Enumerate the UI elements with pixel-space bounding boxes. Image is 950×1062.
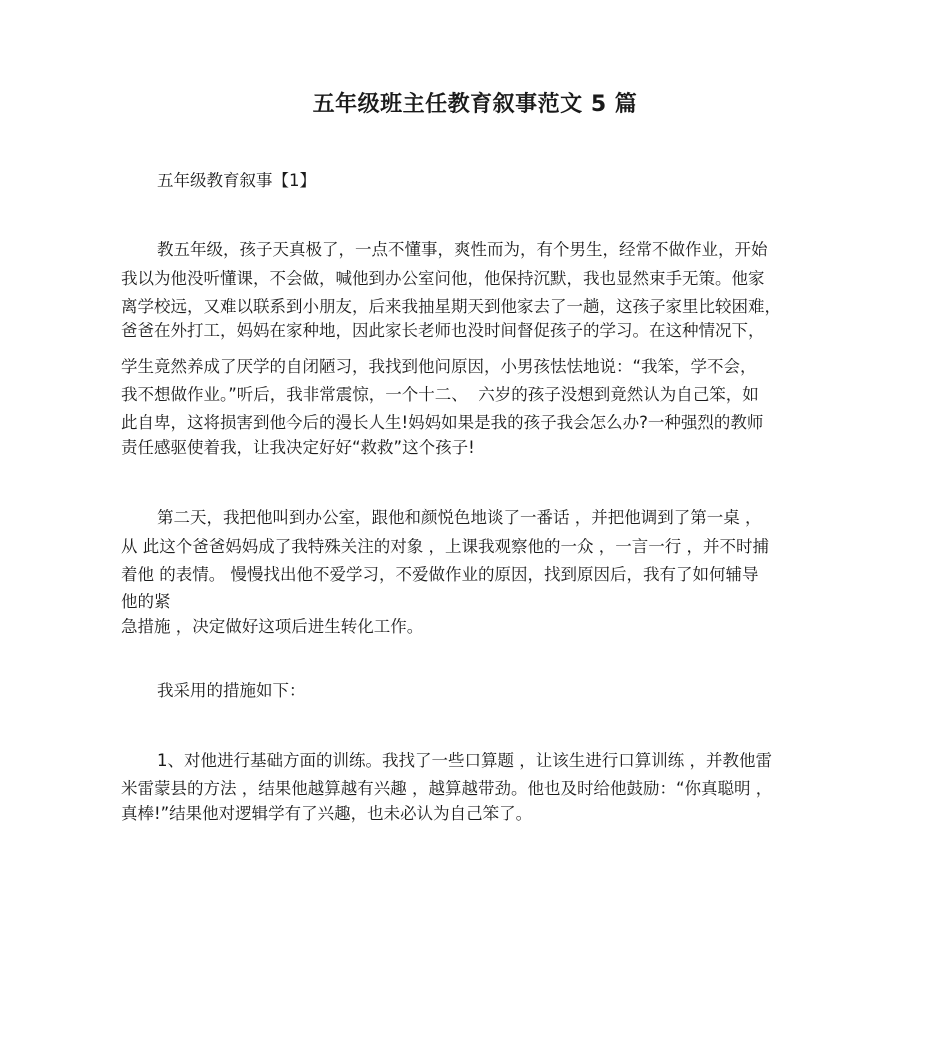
paragraph-line: 我以为他没听懂课，不会做，喊他到办公室问他，他保持沉默，我也显然束手无策。他家 — [121, 269, 765, 288]
paragraph-line: 着他 的表情。 慢慢找出他不爱学习，不爱做作业的原因，找到原因后，我有了如何辅导 — [121, 565, 759, 584]
paragraph-line: 他的紧 — [121, 592, 171, 611]
paragraph-line: 爸爸在外打工，妈妈在家种地，因此家长老师也没时间督促孩子的学习。在这种情况下， — [121, 321, 765, 340]
paragraph-line: 教五年级，孩子天真极了，一点不懂事，爽性而为，有个男生，经常不做作业，开始 — [157, 240, 768, 259]
section-heading: 五年级教育叙事【1】 — [157, 171, 316, 190]
paragraph-line: 真棒!”结果他对逻辑学有了兴趣，也未必认为自己笨了。 — [121, 804, 533, 823]
paragraph-line: 从 此这个爸爸妈妈成了我特殊关注的对象 ，上课我观察他的一众 ，一言一行 ，并不时捕 — [121, 537, 769, 556]
paragraph-line: 我采用的措施如下： — [157, 681, 306, 700]
paragraph-line: 米雷蒙县的方法 ，结果他越算越有兴趣 ，越算越带劲。他也及时给他鼓励：“你真聪明 ， — [121, 779, 773, 798]
paragraph-line: 第二天，我把他叫到办公室，跟他和颜悦色地谈了一番话 ，并把他调到了第一桌 ， — [157, 508, 762, 527]
paragraph-line: 急措施 ，决定做好这项后进生转化工作。 — [121, 617, 424, 636]
paragraph-line: 离学校远，又难以联系到小朋友，后来我抽星期天到他家去了一趟，这孩子家里比较困难， — [121, 297, 781, 316]
paragraph-line: 此自卑，这将损害到他今后的漫长人生!妈妈如果是我的孩子我会怎么办?一种强烈的教师 — [121, 413, 764, 432]
paragraph-line: 责任感驱使着我，让我决定好好“救救”这个孩子! — [121, 438, 475, 457]
paragraph-line: 1、对他进行基础方面的训练。我找了一些口算题 ，让该生进行口算训练 ，并教他雷 — [157, 751, 772, 770]
paragraph-line: 我不想做作业。”听后，我非常震惊，一个十二、 六岁的孩子没想到竟然认为自己笨，如 — [121, 385, 759, 404]
document-title: 五年级班主任教育叙事范文 5 篇 — [312, 92, 638, 117]
paragraph-line: 学生竟然养成了厌学的自闭陋习，我找到他问原因，小男孩怯怯地说：“我笨，学不会， — [121, 357, 757, 376]
